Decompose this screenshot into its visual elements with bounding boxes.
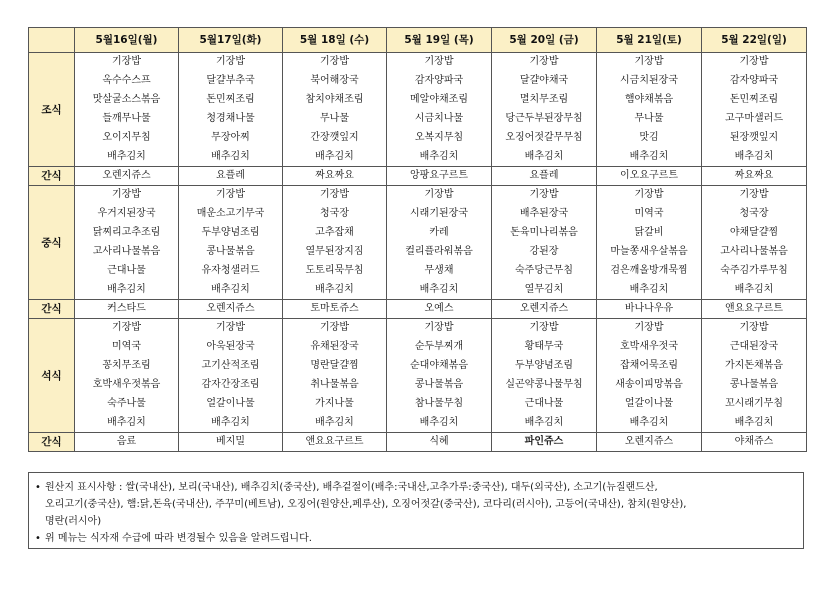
snack-item: 베지밀 [179, 433, 283, 452]
menu-item: 가지돈채볶음 [702, 357, 807, 376]
menu-row [29, 224, 807, 243]
menu-item: 참나물무침 [387, 395, 492, 414]
menu-row [29, 148, 807, 167]
menu-item: 기장밥 [492, 319, 597, 338]
snack-item: 바나나우유 [597, 300, 702, 319]
menu-item: 배추김치 [597, 148, 702, 167]
change-notice-text: 위 메뉴는 식자재 수급에 따라 변경될수 있음을 알려드립니다. [45, 533, 312, 544]
menu-item: 기장밥 [75, 319, 179, 338]
snack-item: 요플레 [179, 167, 283, 186]
snack-item: 파인쥬스 [492, 433, 597, 452]
menu-item: 오복지무침 [387, 129, 492, 148]
menu-item: 실곤약콩나물무침 [492, 376, 597, 395]
menu-item: 기장밥 [387, 186, 492, 205]
menu-row [29, 262, 807, 281]
menu-item: 아욱된장국 [179, 338, 283, 357]
origin-note-line: 명란(러시아) [45, 516, 102, 527]
menu-item: 배추김치 [492, 148, 597, 167]
menu-item: 시래기된장국 [387, 205, 492, 224]
menu-item: 고기산적조림 [179, 357, 283, 376]
menu-item: 돈육미나리볶음 [492, 224, 597, 243]
menu-item: 기장밥 [492, 53, 597, 72]
menu-item: 검은깨올방개묵찜 [597, 262, 702, 281]
meal-label: 중식 [29, 186, 75, 300]
menu-row [29, 357, 807, 376]
menu-item: 야채달걀찜 [702, 224, 807, 243]
menu-item: 기장밥 [387, 319, 492, 338]
menu-item: 가지나물 [283, 395, 387, 414]
meal-label: 조식 [29, 53, 75, 167]
menu-item: 기장밥 [702, 186, 807, 205]
menu-item: 감자간장조림 [179, 376, 283, 395]
day-header: 5월 21일(토) [597, 28, 702, 53]
menu-item: 배추김치 [75, 148, 179, 167]
menu-item: 순대야채볶음 [387, 357, 492, 376]
origin-note-line: 오리고기(중국산), 햄:닭,돈육(국내산), 주꾸미(베트남), 오징어(원양산,페루산), 오징어젓갈(중국산), 코다리(러시아), 고등어(국내산), 참치(원양산), [45, 499, 687, 510]
menu-item: 숙주김가루무침 [702, 262, 807, 281]
menu-item: 맛살굴소스볶음 [75, 91, 179, 110]
day-header: 5월 19일 (목) [387, 28, 492, 53]
menu-item: 두부양념조림 [179, 224, 283, 243]
menu-item: 컬리플라워볶음 [387, 243, 492, 262]
meal-menu-table [28, 27, 807, 452]
menu-item: 배추된장국 [492, 205, 597, 224]
menu-item: 취나물볶음 [283, 376, 387, 395]
day-header: 5월 18일 (수) [283, 28, 387, 53]
menu-item: 순두부찌개 [387, 338, 492, 357]
menu-item: 기장밥 [75, 53, 179, 72]
menu-item: 기장밥 [179, 186, 283, 205]
menu-row [29, 72, 807, 91]
menu-item: 돈민찌조림 [702, 91, 807, 110]
menu-item: 배추김치 [387, 281, 492, 300]
menu-item: 유채된장국 [283, 338, 387, 357]
snack-item: 짜요짜요 [702, 167, 807, 186]
menu-item: 근대나물 [75, 262, 179, 281]
menu-item: 배추김치 [492, 414, 597, 433]
menu-item: 미역국 [75, 338, 179, 357]
menu-item: 배추김치 [179, 414, 283, 433]
menu-item: 배추김치 [702, 414, 807, 433]
menu-item: 기장밥 [179, 53, 283, 72]
snack-label: 간식 [29, 167, 75, 186]
menu-item: 고구마샐러드 [702, 110, 807, 129]
menu-row [29, 243, 807, 262]
snack-item: 요플레 [492, 167, 597, 186]
day-header: 5월 22일(일) [702, 28, 807, 53]
menu-row [29, 338, 807, 357]
menu-item: 무나물 [283, 110, 387, 129]
snack-item: 커스타드 [75, 300, 179, 319]
origin-note [35, 479, 797, 496]
menu-row [29, 53, 807, 72]
menu-row [29, 319, 807, 338]
menu-item: 배추김치 [283, 414, 387, 433]
menu-row [29, 186, 807, 205]
menu-item: 무나물 [597, 110, 702, 129]
menu-item: 우거지된장국 [75, 205, 179, 224]
menu-item: 기장밥 [702, 53, 807, 72]
menu-item: 기장밥 [283, 319, 387, 338]
menu-item: 메알야채조림 [387, 91, 492, 110]
menu-item: 강된장 [492, 243, 597, 262]
menu-item: 옥수수스프 [75, 72, 179, 91]
menu-row [29, 395, 807, 414]
menu-item: 감자양파국 [702, 72, 807, 91]
menu-row [29, 91, 807, 110]
menu-item: 명란달걀찜 [283, 357, 387, 376]
menu-item: 무생채 [387, 262, 492, 281]
menu-item: 꼬시래기무침 [702, 395, 807, 414]
menu-item: 닭갈비 [597, 224, 702, 243]
snack-item: 짜요짜요 [283, 167, 387, 186]
menu-item: 도토리묵무침 [283, 262, 387, 281]
menu-item: 청국장 [702, 205, 807, 224]
menu-item: 잡채어묵조림 [597, 357, 702, 376]
menu-item: 배추김치 [702, 281, 807, 300]
menu-item: 배추김치 [597, 414, 702, 433]
menu-item: 배추김치 [283, 281, 387, 300]
snack-item: 식혜 [387, 433, 492, 452]
snack-row [29, 167, 807, 186]
menu-item: 배추김치 [283, 148, 387, 167]
menu-item: 얼갈이나물 [179, 395, 283, 414]
menu-item: 새송이피망볶음 [597, 376, 702, 395]
menu-item: 배추김치 [597, 281, 702, 300]
snack-item: 오예스 [387, 300, 492, 319]
menu-item: 기장밥 [283, 53, 387, 72]
menu-item: 고추잡채 [283, 224, 387, 243]
menu-item: 숙주당근무침 [492, 262, 597, 281]
menu-item: 기장밥 [179, 319, 283, 338]
menu-item: 미역국 [597, 205, 702, 224]
menu-item: 햄야채볶음 [597, 91, 702, 110]
menu-item: 콩나물볶음 [387, 376, 492, 395]
menu-body [29, 53, 807, 452]
meal-label: 석식 [29, 319, 75, 433]
menu-item: 당근두부된장무침 [492, 110, 597, 129]
day-header: 5월17일(화) [179, 28, 283, 53]
menu-item: 오이지무침 [75, 129, 179, 148]
header-row [29, 28, 807, 53]
change-notice [35, 530, 797, 547]
menu-item: 시금치나물 [387, 110, 492, 129]
snack-item: 토마토쥬스 [283, 300, 387, 319]
menu-item: 카레 [387, 224, 492, 243]
menu-item: 마늘쫑새우살볶음 [597, 243, 702, 262]
menu-item: 시금치된장국 [597, 72, 702, 91]
origin-note-line: 원산지 표시사항 : 쌀(국내산), 보리(국내산), 배추김치(중국산), 배추겉절이(배추:국내산,고추가루:중국산), 대두(외국산), 소고기(뉴질랜드산, [45, 482, 658, 493]
menu-item: 숙주나물 [75, 395, 179, 414]
snack-item: 오렌지쥬스 [179, 300, 283, 319]
menu-item: 기장밥 [597, 319, 702, 338]
menu-item: 배추김치 [75, 414, 179, 433]
menu-item: 배추김치 [179, 281, 283, 300]
snack-item: 오렌지쥬스 [597, 433, 702, 452]
menu-row [29, 414, 807, 433]
menu-item: 달걀야채국 [492, 72, 597, 91]
snack-item: 오렌지쥬스 [75, 167, 179, 186]
corner-cell [29, 28, 75, 53]
menu-item: 감자양파국 [387, 72, 492, 91]
menu-item: 돈민찌조림 [179, 91, 283, 110]
day-header: 5월 20일 (금) [492, 28, 597, 53]
menu-item: 콩나물볶음 [179, 243, 283, 262]
menu-item: 얼갈이나물 [597, 395, 702, 414]
menu-row [29, 110, 807, 129]
snack-label: 간식 [29, 300, 75, 319]
snack-item: 오렌지쥬스 [492, 300, 597, 319]
snack-item: 앤요요구르트 [702, 300, 807, 319]
menu-item: 근대나물 [492, 395, 597, 414]
menu-item: 꽁치무조림 [75, 357, 179, 376]
menu-item: 배추김치 [387, 414, 492, 433]
snack-row [29, 433, 807, 452]
menu-item: 배추김치 [75, 281, 179, 300]
menu-item: 달걀부추국 [179, 72, 283, 91]
snack-item: 야채쥬스 [702, 433, 807, 452]
menu-item: 기장밥 [387, 53, 492, 72]
menu-item: 호박새우젓국 [597, 338, 702, 357]
menu-row [29, 129, 807, 148]
menu-item: 기장밥 [597, 53, 702, 72]
menu-item: 기장밥 [283, 186, 387, 205]
menu-row [29, 281, 807, 300]
menu-item: 배추김치 [179, 148, 283, 167]
menu-item: 청국장 [283, 205, 387, 224]
menu-item: 닭찌리고추조림 [75, 224, 179, 243]
menu-item: 무장아찌 [179, 129, 283, 148]
menu-item: 기장밥 [702, 319, 807, 338]
menu-item: 멸치무조림 [492, 91, 597, 110]
menu-row [29, 205, 807, 224]
menu-item: 기장밥 [75, 186, 179, 205]
menu-item: 배추김치 [702, 148, 807, 167]
menu-item: 콩나물볶음 [702, 376, 807, 395]
menu-item: 기장밥 [492, 186, 597, 205]
menu-item: 간장깻잎지 [283, 129, 387, 148]
snack-item: 음료 [75, 433, 179, 452]
menu-item: 들깨무나물 [75, 110, 179, 129]
menu-item: 참치야채조림 [283, 91, 387, 110]
day-header: 5월16일(월) [75, 28, 179, 53]
menu-item: 호박새우젓볶음 [75, 376, 179, 395]
menu-item: 열무김치 [492, 281, 597, 300]
snack-item: 이오요구르트 [597, 167, 702, 186]
snack-row [29, 300, 807, 319]
bullet-icon: • [35, 533, 41, 544]
snack-label: 간식 [29, 433, 75, 452]
menu-item: 된장깻잎지 [702, 129, 807, 148]
snack-item: 앤요요구르트 [283, 433, 387, 452]
menu-item: 기장밥 [597, 186, 702, 205]
menu-item: 매운소고기무국 [179, 205, 283, 224]
menu-item: 황태무국 [492, 338, 597, 357]
menu-item: 근대된장국 [702, 338, 807, 357]
menu-item: 고사리나물볶음 [75, 243, 179, 262]
bullet-icon: • [35, 482, 41, 493]
menu-item: 두부양념조림 [492, 357, 597, 376]
menu-item: 오징어젓갈무무침 [492, 129, 597, 148]
menu-item: 고사리나물볶음 [702, 243, 807, 262]
menu-item: 맛김 [597, 129, 702, 148]
notes-box [28, 472, 804, 549]
menu-item: 청경채나물 [179, 110, 283, 129]
menu-item: 북어해장국 [283, 72, 387, 91]
menu-row [29, 376, 807, 395]
menu-item: 열무된장지짐 [283, 243, 387, 262]
menu-item: 유자청샐러드 [179, 262, 283, 281]
menu-item: 배추김치 [387, 148, 492, 167]
snack-item: 앙팡요구르트 [387, 167, 492, 186]
